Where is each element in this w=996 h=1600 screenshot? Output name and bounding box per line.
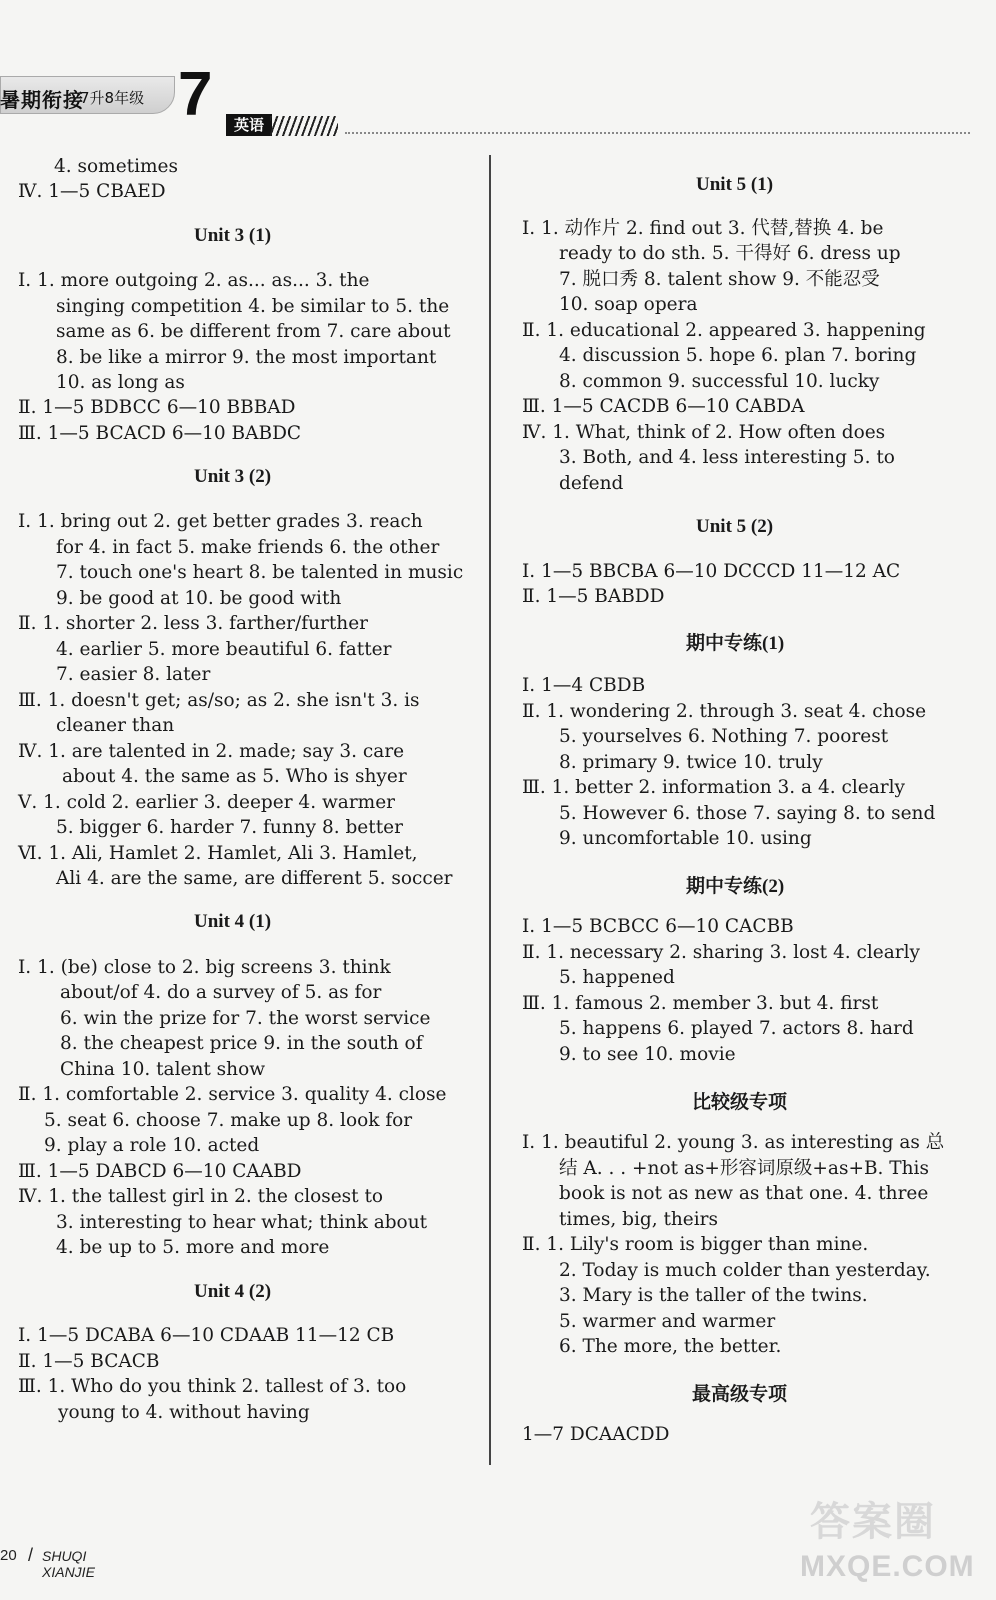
answer-line: 1—7 DCAACDD <box>522 1424 670 1445</box>
answer-line: 5. seat 6. choose 7. make up 8. look for <box>44 1110 413 1131</box>
answer-line: Ⅰ. 1. bring out 2. get better grades 3. reach <box>18 511 423 532</box>
answer-line: 4. earlier 5. more beautiful 6. fatter <box>56 639 392 660</box>
answer-line: Ⅱ. 1—5 BCACB <box>18 1351 160 1372</box>
answer-line: 7. easier 8. later <box>56 664 211 685</box>
answer-line: times, big, theirs <box>559 1209 719 1230</box>
answer-line: about 4. the same as 5. Who is shyer <box>62 766 407 787</box>
answer-line: 5. warmer and warmer <box>559 1311 776 1332</box>
page-header <box>0 60 350 138</box>
section-title: Unit 5 (1) <box>696 174 774 195</box>
section-title: 期中专练(1) <box>686 633 785 654</box>
answer-line: 4. sometimes <box>54 156 178 177</box>
header-dotted-rule <box>345 132 970 134</box>
answer-line: 9. be good at 10. be good with <box>56 588 342 609</box>
answer-line: China 10. talent show <box>60 1059 266 1080</box>
answer-line: Ⅰ. 1—5 BBCBA 6—10 DCCCD 11—12 AC <box>522 561 901 582</box>
section-title: Unit 3 (1) <box>194 225 272 246</box>
answer-line: 8. primary 9. twice 10. truly <box>559 752 823 773</box>
answer-line: Ⅲ. 1. Who do you think 2. tallest of 3. too <box>18 1376 407 1397</box>
header-subject: 英语 <box>226 114 272 136</box>
answer-line: Ⅳ. 1—5 CBAED <box>18 181 166 202</box>
watermark-url: MXQE.COM <box>800 1550 975 1583</box>
answer-line: cleaner than <box>56 715 175 736</box>
section-title: 比较级专项 <box>692 1092 788 1113</box>
footer-series-name: SHUQI XIANJIE <box>42 1548 95 1580</box>
answer-line: Ⅱ. 1. educational 2. appeared 3. happening <box>522 320 926 341</box>
answer-line: Ⅱ. 1. comfortable 2. service 3. quality 4. close <box>18 1084 447 1105</box>
section-title: 期中专练(2) <box>686 876 785 897</box>
answer-line: Ⅱ. 1. shorter 2. less 3. farther/further <box>18 613 369 634</box>
answer-line: Ali 4. are the same, are different 5. soccer <box>56 868 453 889</box>
answer-line: 6. win the prize for 7. the worst service <box>60 1008 431 1029</box>
answer-line: Ⅰ. 1—5 DCABA 6—10 CDAAB 11—12 CB <box>18 1325 395 1346</box>
answer-line: Ⅰ. 1. (be) close to 2. big screens 3. think <box>18 957 391 978</box>
answer-line: Ⅱ. 1. wondering 2. through 3. seat 4. chose <box>522 701 927 722</box>
answer-line: 5. However 6. those 7. saying 8. to send <box>559 803 936 824</box>
answer-line: Ⅳ. 1. the tallest girl in 2. the closest to <box>18 1186 384 1207</box>
answer-line: 5. bigger 6. harder 7. funny 8. better <box>56 817 403 838</box>
answer-line: Ⅰ. 1. 动作片 2. find out 3. 代替,替换 4. be <box>522 218 884 239</box>
answer-line: Ⅲ. 1. famous 2. member 3. but 4. first <box>522 993 879 1014</box>
answer-line: 7. 脱口秀 8. talent show 9. 不能忍受 <box>559 269 880 290</box>
answer-line: for 4. in fact 5. make friends 6. the other <box>56 537 440 558</box>
answer-line: ready to do sth. 5. 干得好 6. dress up <box>559 243 901 264</box>
answer-line: 2. Today is much colder than yesterday. <box>559 1260 931 1281</box>
answer-line: Ⅲ. 1—5 BCACD 6—10 BABDC <box>18 423 302 444</box>
answer-line: young to 4. without having <box>58 1402 310 1423</box>
answer-line: singing competition 4. be similar to 5. the <box>56 296 450 317</box>
answer-line: Ⅵ. 1. Ali, Hamlet 2. Hamlet, Ali 3. Hamlet, <box>18 843 418 864</box>
answer-line: Ⅰ. 1—5 BCBCC 6—10 CACBB <box>522 916 794 937</box>
answer-line: Ⅲ. 1—5 DABCD 6—10 CAABD <box>18 1161 302 1182</box>
answer-line: defend <box>559 473 624 494</box>
answer-line: Ⅱ. 1—5 BDBCC 6—10 BBBAD <box>18 397 296 418</box>
header-grade: 7升8年级 <box>80 89 145 107</box>
answer-line: 3. interesting to hear what; think about <box>56 1212 428 1233</box>
answer-line: about/of 4. do a survey of 5. as for <box>60 982 382 1003</box>
answer-line: Ⅱ. 1. Lily's room is bigger than mine. <box>522 1234 869 1255</box>
answer-line: Ⅳ. 1. What, think of 2. How often does <box>522 422 886 443</box>
answer-line: 5. happens 6. played 7. actors 8. hard <box>559 1018 914 1039</box>
answer-line: 10. soap opera <box>559 294 698 315</box>
watermark-logo: 答案圈 <box>810 1499 936 1545</box>
answer-line: Ⅱ. 1—5 BABDD <box>522 586 665 607</box>
header-number: 7 <box>178 60 213 129</box>
answer-line: 8. the cheapest price 9. in the south of <box>60 1033 423 1054</box>
answer-line: 9. to see 10. movie <box>559 1044 736 1065</box>
answer-line: Ⅲ. 1. doesn't get; as/so; as 2. she isn't 3. is <box>18 690 420 711</box>
section-title: 最高级专项 <box>692 1384 788 1405</box>
answer-line: 9. uncomfortable 10. using <box>559 828 812 849</box>
section-title: Unit 4 (1) <box>194 911 272 932</box>
footer-slash: / <box>28 1545 34 1565</box>
page-number: 20 <box>0 1547 17 1564</box>
answer-line: 5. happened <box>559 967 675 988</box>
answer-line: Ⅰ. 1—4 CBDB <box>522 675 646 696</box>
answer-line: 4. discussion 5. hope 6. plan 7. boring <box>559 345 917 366</box>
answer-line: 4. be up to 5. more and more <box>56 1237 330 1258</box>
header-stripes-decoration <box>270 116 338 136</box>
answer-line: 6. The more, the better. <box>559 1336 782 1357</box>
answer-line: Ⅴ. 1. cold 2. earlier 3. deeper 4. warmer <box>18 792 396 813</box>
answer-line: Ⅱ. 1. necessary 2. sharing 3. lost 4. clearly <box>522 942 920 963</box>
answer-line: 8. common 9. successful 10. lucky <box>559 371 880 392</box>
answer-line: 9. play a role 10. acted <box>44 1135 260 1156</box>
answer-line: Ⅰ. 1. beautiful 2. young 3. as interesting as 总 <box>522 1132 945 1153</box>
answer-line: 3. Both, and 4. less interesting 5. to <box>559 447 895 468</box>
answer-line: 7. touch one's heart 8. be talented in music <box>56 562 464 583</box>
answer-line: 10. as long as <box>56 372 185 393</box>
answer-line: 8. be like a mirror 9. the most important <box>56 347 437 368</box>
answer-line: 结 A. . . +not as+形容词原级+as+B. This <box>559 1158 929 1179</box>
answer-line: Ⅳ. 1. are talented in 2. made; say 3. care <box>18 741 405 762</box>
column-divider <box>489 155 491 1465</box>
answer-line: same as 6. be different from 7. care about <box>56 321 451 342</box>
section-title: Unit 5 (2) <box>696 516 774 537</box>
answer-line: book is not as new as that one. 4. three <box>559 1183 929 1204</box>
section-title: Unit 4 (2) <box>194 1281 272 1302</box>
section-title: Unit 3 (2) <box>194 466 272 487</box>
answer-line: 5. yourselves 6. Nothing 7. poorest <box>559 726 889 747</box>
answer-line: 3. Mary is the taller of the twins. <box>559 1285 868 1306</box>
answer-line: Ⅰ. 1. more outgoing 2. as... as... 3. the <box>18 270 370 291</box>
answer-line: Ⅲ. 1—5 CACDB 6—10 CABDA <box>522 396 805 417</box>
watermark-stamp <box>800 1490 975 1590</box>
answer-line: Ⅲ. 1. better 2. information 3. a 4. clearly <box>522 777 905 798</box>
header-title: 暑期衔接 <box>0 88 84 112</box>
